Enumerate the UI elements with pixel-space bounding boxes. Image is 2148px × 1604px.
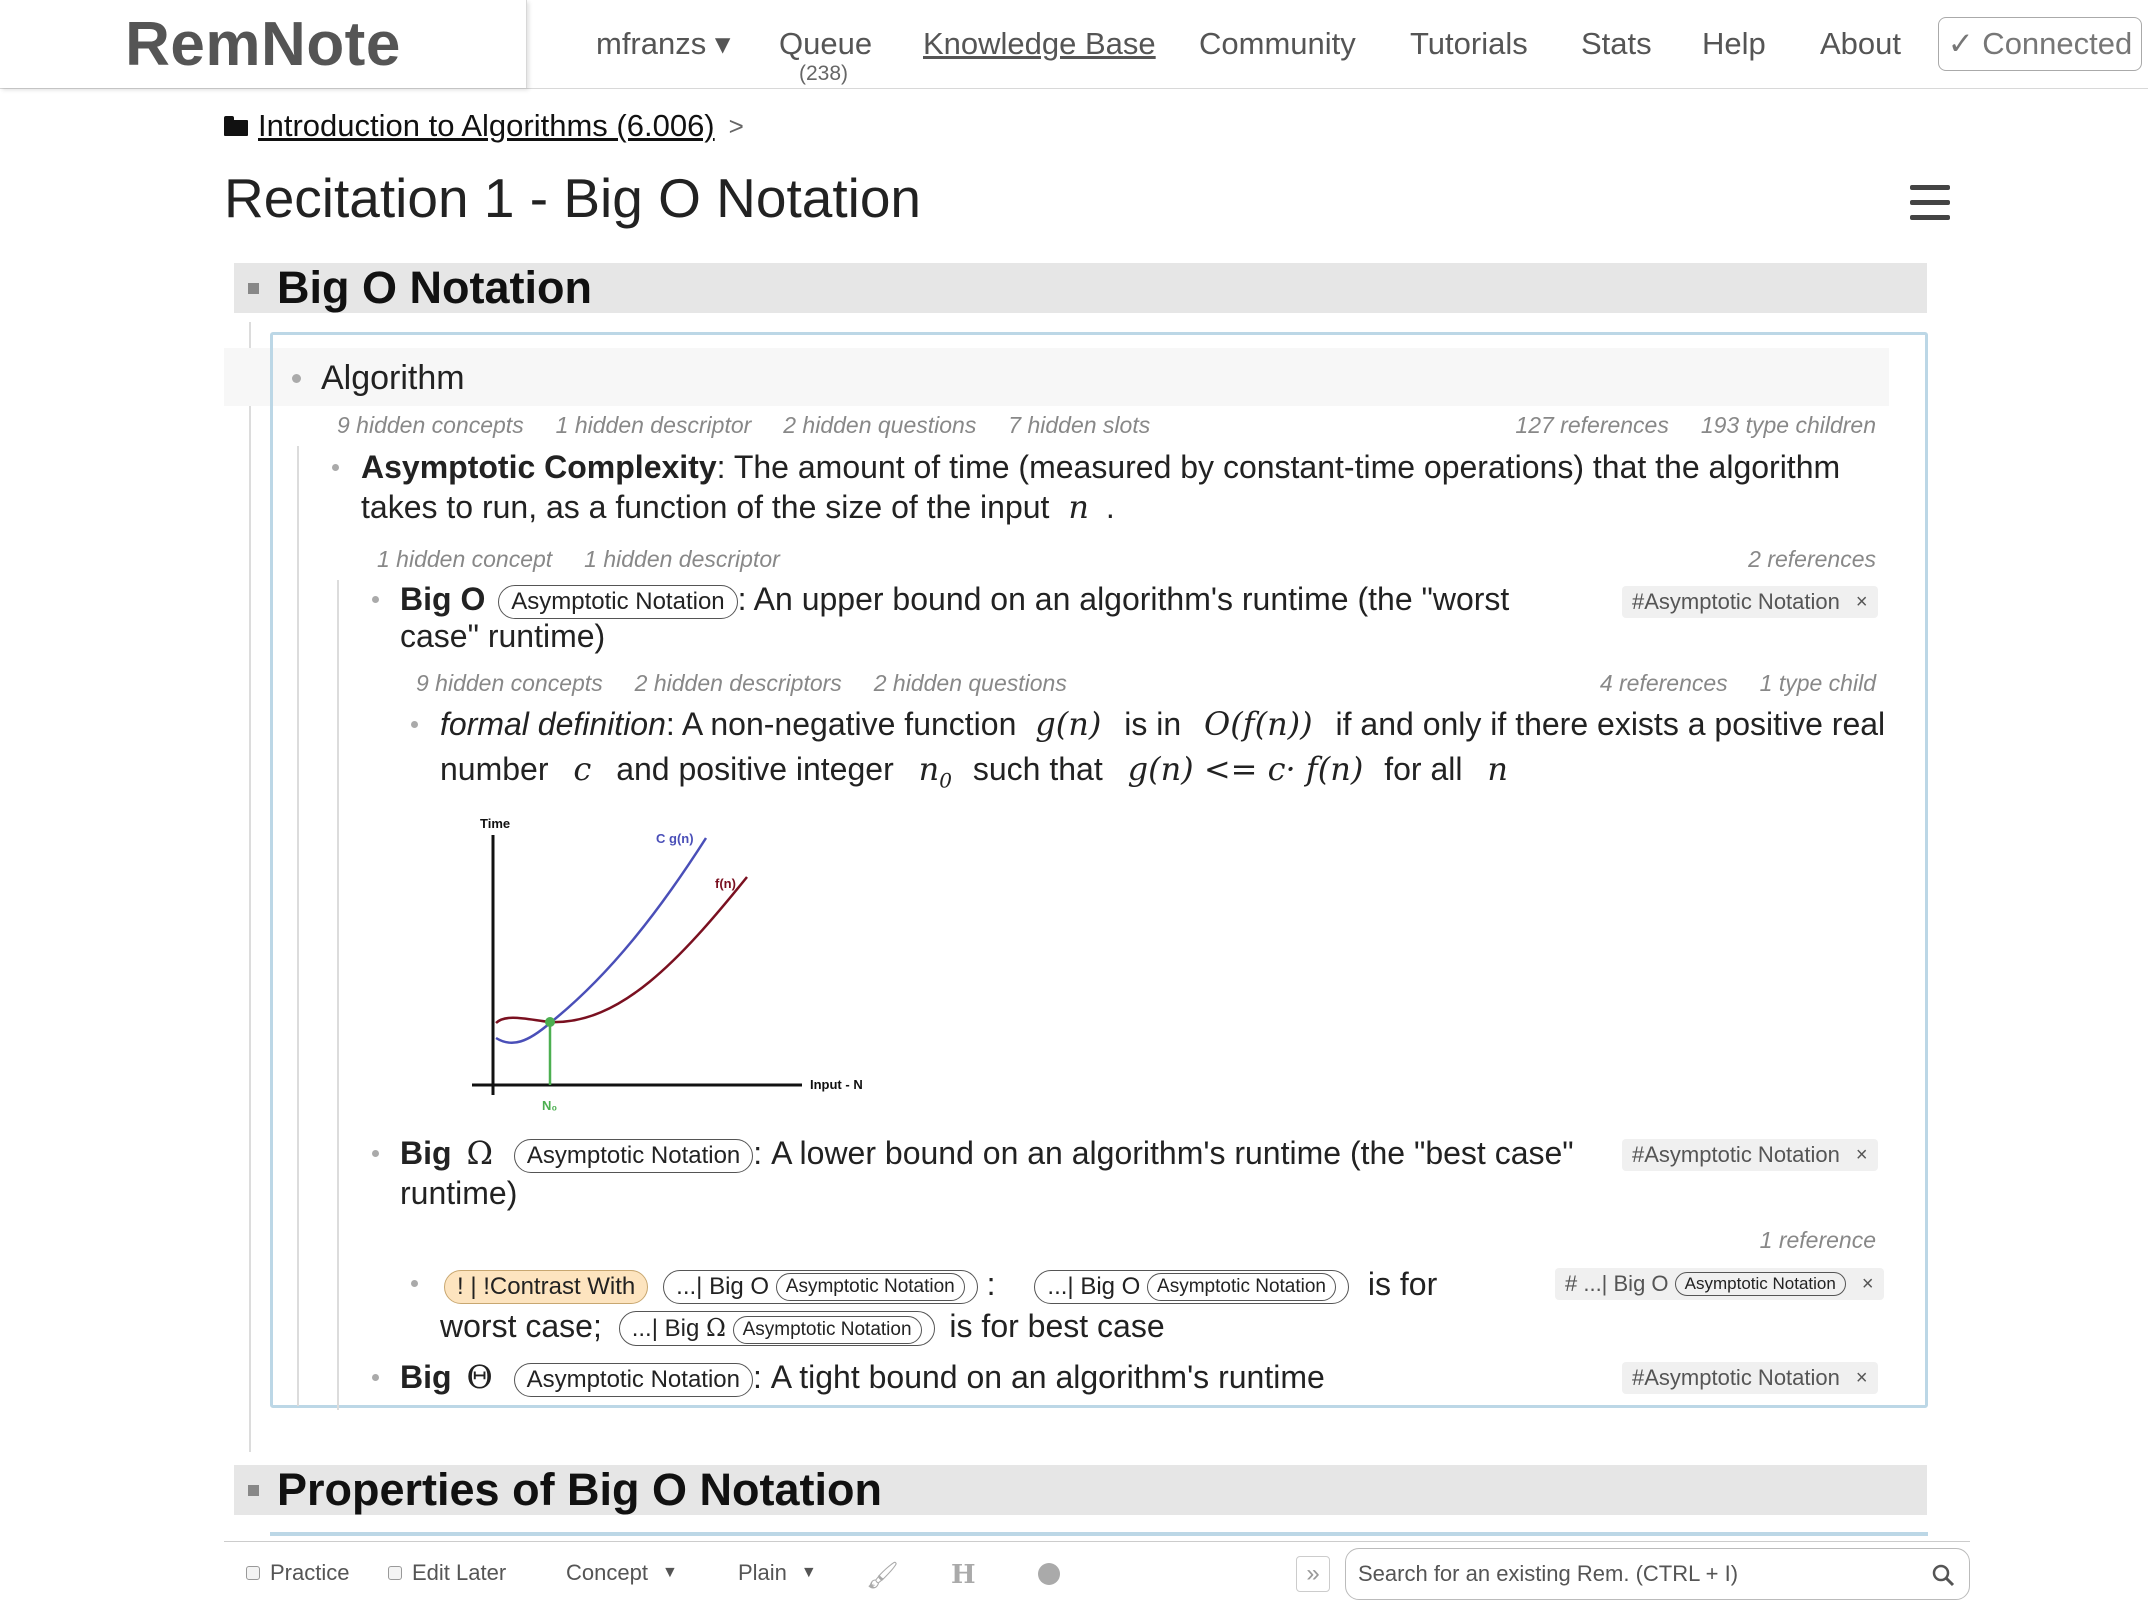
rem-term: Big O [400,581,486,617]
math-n0 [918,750,952,793]
toolbar-divider [224,1541,1970,1542]
breadcrumb-separator: > [728,110,744,141]
graph-intersection-point [545,1017,555,1027]
bullet-icon[interactable] [332,464,339,471]
text: : A non-negative function [665,706,1017,742]
text: is in [1124,706,1182,742]
toolbar-label: Edit Later [412,1560,507,1585]
tree-indent-line [297,446,299,1406]
period: . [1105,489,1115,525]
theta-symbol: Θ [466,1358,493,1396]
rem-contrast-with-cont[interactable] [440,1306,1165,1346]
remove-tag-icon[interactable]: × [1855,590,1868,613]
asymptotic-notation-pill[interactable]: Asymptotic Notation [498,585,737,619]
concept-dropdown[interactable] [566,1560,678,1586]
text: if and only if there exists a positive real [1335,706,1886,742]
graph-y-label: Time [480,816,511,831]
asymptotic-notation-pill[interactable]: Asymptotic Notation [1675,1272,1846,1296]
graph-x-label: Input - N [810,1077,863,1092]
text: number [440,751,549,787]
text: such that [972,751,1103,787]
rem-term: formal definition [440,706,666,742]
nav-help[interactable]: Help [1702,26,1766,61]
meta-item[interactable]: 2 references [1748,546,1876,572]
rem-reference-big-o[interactable] [663,1270,978,1304]
heading-icon[interactable]: H [951,1560,976,1590]
rem-big-omega[interactable] [400,1133,1574,1173]
expand-icon[interactable]: » [1296,1556,1330,1592]
text: is for [1367,1266,1438,1302]
tag-asymptotic-notation[interactable] [1622,1362,1878,1394]
next-card-edge [270,1532,1928,1540]
remove-tag-icon[interactable]: × [1861,1272,1874,1295]
meta-item[interactable]: 1 hidden descriptor [584,546,780,572]
top-navigation-bar [0,0,2148,89]
section-title: Big O Notation [277,262,592,313]
brand-name: RemNote [125,9,401,79]
text: and positive integer [616,751,894,787]
practice-checkbox[interactable] [246,1566,260,1580]
graph-f-label: f(n) [715,876,736,891]
big-o-graph-image [460,810,880,1130]
math-n0-subscript: 0 [939,768,952,793]
ref-prefix: ...| Big [631,1315,700,1343]
collapse-square-icon[interactable] [248,283,259,294]
meta-item[interactable]: 2 hidden descriptors [634,670,842,696]
toolbar-label: Concept [566,1560,648,1585]
edit-later-checkbox[interactable] [388,1566,402,1580]
meta-item[interactable]: 1 hidden concept [377,546,553,572]
tag-label: #Asymptotic Notation [1632,589,1840,614]
ref-prefix: ...| Big O [676,1272,770,1300]
asymptotic-meta-left [377,546,780,573]
rem-asymptotic-complexity-cont[interactable] [361,487,1115,527]
meta-item[interactable]: 9 hidden concepts [337,412,524,438]
page-title: Recitation 1 - Big O Notation [224,167,922,229]
nav-knowledge-base[interactable]: Knowledge Base [923,26,1156,61]
tree-indent-line [249,322,251,1452]
meta-item[interactable]: 127 references [1515,412,1669,438]
rem-formal-definition[interactable] [440,704,1885,744]
edit-later-toggle[interactable] [388,1560,506,1586]
tag-asymptotic-notation[interactable] [1622,586,1878,618]
nav-user-menu[interactable]: mfranzs ▾ [596,26,731,61]
rem-reference-big-omega[interactable] [619,1311,935,1346]
brush-icon[interactable]: 🖌 [866,1560,900,1590]
rem-reference-big-o[interactable] [1034,1270,1349,1304]
nav-about[interactable]: About [1820,26,1902,61]
ref-prefix: ...| Big O [1047,1272,1141,1300]
meta-item[interactable]: 1 reference [1759,1227,1876,1253]
rem-term: Big [400,1135,452,1171]
omega-symbol: Ω [705,1314,726,1343]
nav-queue-count: (238) [799,62,849,85]
bullet-icon[interactable] [372,1150,379,1157]
text: worst case; [440,1308,602,1344]
graph-f-curve [496,877,747,1023]
asymptotic-meta-right [1748,546,1876,573]
omega-symbol: Ω [466,1134,493,1172]
nav-tutorials[interactable]: Tutorials [1410,26,1528,61]
math-c: c [573,750,592,788]
caret-down-icon: ▼ [800,1564,817,1581]
big-o-meta-left [416,670,1067,697]
section-header-big-o[interactable] [234,263,1927,313]
nav-community[interactable]: Community [1199,26,1356,61]
graph-cg-label: C g(n) [656,831,694,846]
bullet-icon[interactable] [292,374,301,383]
toolbar-label: Plain [738,1560,787,1585]
remove-tag-icon[interactable]: × [1855,1366,1868,1389]
math-g-n: g(n) [1035,705,1102,743]
math-inequality: g(n) <= c· f(n) [1127,750,1364,788]
tree-indent-line [337,580,339,1410]
remove-tag-icon[interactable]: × [1855,1143,1868,1166]
rem-term: Big [400,1359,452,1395]
search-icon[interactable] [1931,1563,1955,1587]
bullet-icon[interactable] [411,721,418,728]
rem-algorithm[interactable]: Algorithm [321,359,465,397]
meta-item[interactable]: 2 hidden questions [873,670,1067,696]
folder-icon [224,116,248,136]
tag-label: #Asymptotic Notation [1632,1365,1840,1390]
rem-big-theta[interactable] [400,1357,1325,1397]
bullet-icon[interactable] [411,1280,418,1287]
rem-big-o-cont[interactable]: case" runtime) [400,618,606,654]
big-o-meta-right [1600,670,1876,697]
meta-item[interactable]: 193 type children [1700,412,1876,438]
plain-dropdown[interactable] [738,1560,817,1586]
text: is for best case [949,1308,1165,1344]
contrast-with-pill[interactable]: ! | !Contrast With [444,1270,648,1304]
menu-icon[interactable] [1910,185,1950,221]
bullet-icon[interactable] [372,596,379,603]
rem-big-o[interactable] [400,579,1509,619]
graph-n0-label: N₀ [542,1098,558,1113]
caret-down-icon: ▼ [661,1564,678,1581]
meta-item[interactable]: 9 hidden concepts [416,670,603,696]
connected-status-button[interactable]: ✓ Connected [1938,17,2142,71]
breadcrumb-parent-link[interactable]: Introduction to Algorithms (6.006) [258,108,715,143]
search-placeholder: Search for an existing Rem. (CTRL + I) [1358,1561,1739,1586]
asymptotic-notation-pill[interactable]: Asymptotic Notation [776,1273,965,1301]
section-header-properties[interactable] [234,1465,1927,1515]
math-o-f-n: O(f(n)) [1204,705,1313,743]
tag-reference-big-o[interactable] [1555,1268,1884,1300]
math-n: n [1487,750,1508,788]
nav-queue[interactable]: Queue [779,26,873,61]
tag-label: #Asymptotic Notation [1632,1142,1840,1167]
rem-definition: : A lower bound on an algorithm's runtime (the "best case" [753,1135,1574,1171]
rem-asymptotic-complexity[interactable] [361,447,1840,487]
brand-logo[interactable] [0,0,527,88]
breadcrumb [224,108,744,144]
nav-stats[interactable]: Stats [1581,26,1652,61]
rem-definition: : An upper bound on an algorithm's runtime (the "worst [737,581,1510,617]
meta-item[interactable]: 1 type child [1759,670,1876,696]
colon: : [986,1266,996,1302]
rem-definition: takes to run, as a function of the size of the input [361,489,1050,525]
rem-formal-definition-cont[interactable] [440,749,1508,800]
bullet-icon[interactable] [372,1374,379,1381]
tag-label: # ...| Big O [1565,1271,1669,1296]
math-var: n [1068,488,1089,526]
big-omega-meta-right [1760,1227,1876,1254]
rem-definition: : A tight bound on an algorithm's runtime [752,1359,1325,1395]
tag-asymptotic-notation[interactable] [1622,1139,1878,1171]
search-input[interactable] [1345,1548,1970,1600]
meta-item[interactable]: 1 hidden descriptor [555,412,752,438]
color-circle-icon[interactable] [1038,1563,1060,1585]
practice-toggle[interactable] [246,1560,349,1586]
text: for all [1384,751,1463,787]
collapse-square-icon[interactable] [248,1485,259,1496]
asymptotic-notation-pill[interactable]: Asymptotic Notation [514,1363,753,1397]
rem-big-omega-cont[interactable]: runtime) [400,1175,518,1211]
algorithm-meta-right [1515,412,1876,439]
rem-term: Asymptotic Complexity [361,449,717,485]
algorithm-meta-left [337,412,1150,439]
meta-item[interactable]: 4 references [1599,670,1728,696]
asymptotic-notation-pill[interactable]: Asymptotic Notation [733,1316,922,1344]
math-n0-base: n [918,750,940,788]
asymptotic-notation-pill[interactable]: Asymptotic Notation [514,1139,753,1173]
toolbar-label: Practice [270,1560,350,1585]
rem-definition: : The amount of time (measured by constant-time operations) that the algorithm [716,449,1841,485]
asymptotic-notation-pill[interactable]: Asymptotic Notation [1147,1273,1336,1301]
rem-contrast-with[interactable] [444,1264,1437,1304]
section-title: Properties of Big O Notation [277,1464,883,1515]
meta-item[interactable]: 7 hidden slots [1008,412,1151,438]
meta-item[interactable]: 2 hidden questions [783,412,977,438]
